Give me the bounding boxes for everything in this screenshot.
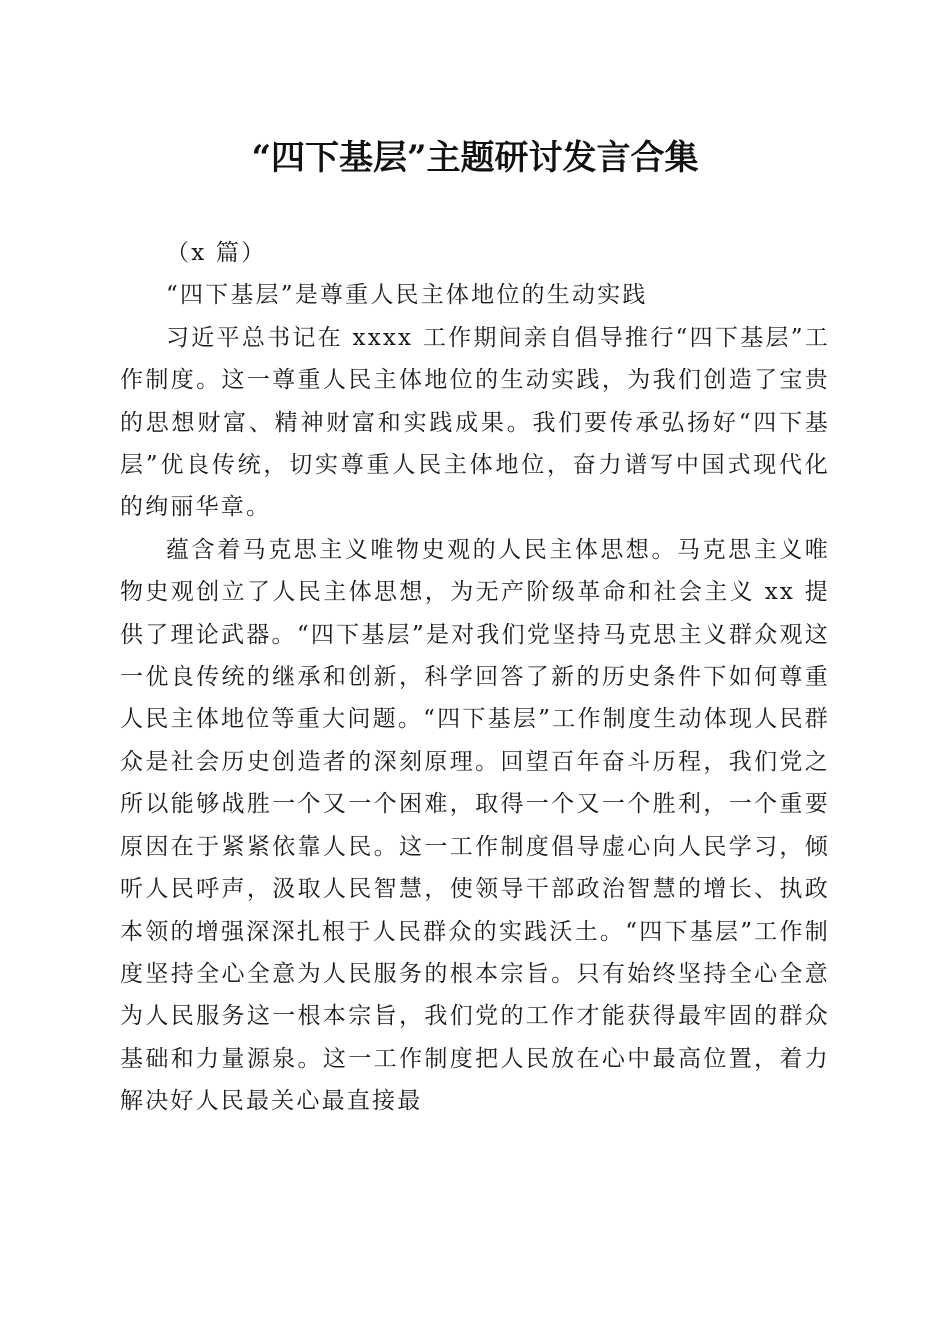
body-paragraph: 蕴含着马克思主义唯物史观的人民主体思想。马克思主义唯物史观创立了人民主体思想，为无产阶级革命和社会主义 xx 提供了理论武器。“四下基层”是对我们党坚持马克思主义群众观这一优良传统的继承和创新，科学回答了新的历史条件下如何尊重人民主体地位等重大问题。“四下基层”工作制度生动体现人民群众是社会历史创造者的深刻原理。回望百年奋斗历程，我们党之所以能够战胜一个又一个困难，取得一个又一个胜利，一个重要原因在于紧紧依靠人民。这一工作制度倡导虚心向人民学习，倾听人民呼声，汲取人民智慧，使领导干部政治智慧的增长、执政本领的增强深深扎根于人民群众的实践沃土。“四下基层”工作制度坚持全心全意为人民服务的根本宗旨。只有始终坚持全心全意为人民服务这一根本宗旨，我们党的工作才能获得最牢固的群众基础和力量源泉。这一工作制度把人民放在心中最高位置，着力解决好人民最关心最直接最 (120, 536, 830, 1115)
body-paragraph: 习近平总书记在 xxxx 工作期间亲自倡导推行“四下基层”工作制度。这一尊重人民主体地位的生动实践，为我们创造了宝贵的思想财富、精神财富和实践成果。我们要传承弘扬好“四下基层”优良传统，切实尊重人民主体地位，奋力谱写中国式现代化的绚丽华章。 (120, 324, 830, 521)
document-title: “四下基层”主题研讨发言合集 (251, 138, 699, 178)
document-body (120, 232, 830, 1123)
count-note: （x 篇） (166, 240, 267, 266)
section-subtitle: “四下基层”是尊重人民主体地位的生动实践 (166, 282, 648, 309)
